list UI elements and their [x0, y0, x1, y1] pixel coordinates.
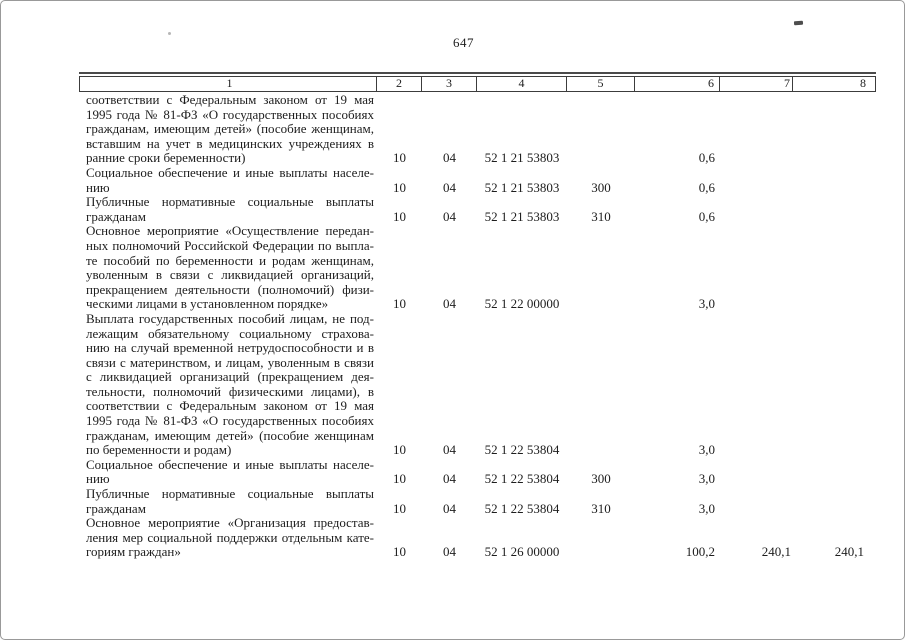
name-line: Основное мероприятие «Организация предостав-: [86, 515, 374, 531]
row-cell-c4: 52 1 21 53803: [484, 208, 560, 224]
row-cell-c2: 10: [393, 150, 406, 166]
name-line: нию: [86, 179, 110, 195]
table-header-cell-6: 6: [635, 77, 720, 91]
name-line: уволенным в связи с ликвидацией организаций,: [86, 267, 374, 283]
row-cell-c4: 52 1 21 53803: [484, 179, 560, 195]
scan-smudge-artifact: [794, 21, 803, 26]
row-name-cell: [80, 93, 377, 166]
name-line: ления мер социальной поддержки отдельным кате-: [86, 529, 374, 545]
table-row: [80, 195, 875, 224]
table-row: [80, 458, 875, 487]
row-name-cell: [80, 312, 377, 458]
row-cell-c3: 04: [443, 179, 456, 195]
name-line: 1995 года № 81-ФЗ «О государственных пособиях: [86, 106, 374, 122]
row-cell-c4: 52 1 22 53804: [484, 471, 560, 487]
row-cell-c6: 0,6: [698, 208, 715, 224]
row-cell-c2: 10: [393, 471, 406, 487]
table-header-row: [79, 76, 876, 92]
row-cell-c3: 04: [443, 442, 456, 458]
row-cell-c6: 3,0: [698, 442, 715, 458]
table-row: [80, 516, 875, 560]
row-name-cell: [80, 458, 377, 487]
row-cell-c6: 3,0: [698, 296, 715, 312]
table-row: [80, 166, 875, 195]
row-cell-c4: 52 1 22 00000: [484, 296, 560, 312]
name-line: Социальное обеспечение и иные выплаты населе-: [86, 164, 374, 180]
row-cell-c4: 52 1 26 00000: [484, 544, 560, 560]
row-cell-c5: 300: [591, 179, 611, 195]
name-line: тельности, полномочий физическими лицами), в: [86, 383, 374, 399]
row-cell-c2: 10: [393, 544, 406, 560]
table-header-cell-3: 3: [422, 77, 477, 91]
row-cell-c8: 240,1: [834, 544, 864, 560]
row-cell-c3: 04: [443, 296, 456, 312]
row-cell-c2: 10: [393, 442, 406, 458]
name-line: связи с материнством, и лицам, уволенным в связи: [86, 354, 374, 370]
name-line: Публичные нормативные социальные выплаты: [86, 194, 374, 210]
name-line: Публичные нормативные социальные выплаты: [86, 486, 374, 502]
row-name-cell: [80, 516, 377, 560]
row-name-cell: [80, 195, 377, 224]
row-cell-c5: 310: [591, 500, 611, 516]
row-cell-c3: 04: [443, 544, 456, 560]
name-line: гражданам, имеющим детей» (пособие женщинам,: [86, 121, 374, 137]
table-row: [80, 312, 875, 458]
row-cell-c7: 240,1: [761, 544, 791, 560]
name-line: ческими лицами в установленном порядке»: [86, 296, 329, 312]
name-line: прекращением деятельности (полномочий) физи-: [86, 281, 374, 297]
name-line: те пособий по беременности и родам женщинам,: [86, 252, 374, 268]
name-line: гориям граждан»: [86, 544, 181, 560]
name-line: вставшим на учет в медицинских учреждениях в: [86, 135, 374, 151]
table-header-cell-1: 1: [80, 77, 377, 91]
name-line: Социальное обеспечение и иные выплаты населе-: [86, 456, 374, 472]
name-line: ных полномочий Российской Федерации по выпла-: [86, 237, 374, 253]
table-row: [80, 93, 875, 166]
row-cell-c6: 0,6: [698, 179, 715, 195]
row-name-cell: [80, 166, 377, 195]
row-cell-c2: 10: [393, 500, 406, 516]
row-cell-c6: 3,0: [698, 471, 715, 487]
row-cell-c4: 52 1 22 53804: [484, 442, 560, 458]
row-cell-c6: 3,0: [698, 500, 715, 516]
name-line: гражданам: [86, 500, 146, 516]
name-line: по беременности и родам): [86, 442, 232, 458]
table-header-cell-2: 2: [377, 77, 422, 91]
name-line: соответствии с Федеральным законом от 19 мая: [86, 92, 374, 107]
row-cell-c3: 04: [443, 500, 456, 516]
table-header-cell-8: 8: [860, 76, 866, 90]
table-row: [80, 224, 875, 312]
name-line: Основное мероприятие «Осуществление передан-: [86, 223, 374, 239]
row-cell-c5: 300: [591, 471, 611, 487]
name-line: соответствии с Федеральным законом от 19 мая: [86, 398, 374, 414]
name-line: гражданам, имеющим детей» (пособие женщинам: [86, 427, 374, 443]
table-header-cell-5: 5: [567, 77, 635, 91]
scan-speck-artifact: [168, 32, 171, 35]
row-cell-c3: 04: [443, 208, 456, 224]
table-body: [80, 93, 875, 560]
table-header-cell-7: 7: [720, 77, 793, 91]
table-row: [80, 487, 875, 516]
row-cell-c2: 10: [393, 179, 406, 195]
table-top-rule: [79, 72, 876, 74]
row-cell-c3: 04: [443, 471, 456, 487]
row-cell-c4: 52 1 22 53804: [484, 500, 560, 516]
name-line: гражданам: [86, 208, 146, 224]
row-name-cell: [80, 487, 377, 516]
row-cell-c5: 310: [591, 208, 611, 224]
name-line: Выплата государственных пособий лицам, не под-: [86, 310, 374, 326]
row-name-cell: [80, 224, 377, 312]
table-header-cell-4: 4: [477, 77, 567, 91]
row-cell-c6: 100,2: [685, 544, 715, 560]
row-cell-c6: 0,6: [698, 150, 715, 166]
page-number: 647: [453, 35, 474, 50]
name-line: ранние сроки беременности): [86, 150, 246, 166]
row-cell-c3: 04: [443, 150, 456, 166]
name-line: лежащим обязательному социальному страхова-: [86, 325, 374, 341]
name-line: с ликвидацией организаций (прекращением дея-: [86, 369, 374, 385]
row-cell-c2: 10: [393, 208, 406, 224]
name-line: нию на случай временной нетрудоспособности и в: [86, 340, 374, 356]
name-line: 1995 года № 81-ФЗ «О государственных пособиях: [86, 413, 374, 429]
row-cell-c2: 10: [393, 296, 406, 312]
row-cell-c4: 52 1 21 53803: [484, 150, 560, 166]
name-line: нию: [86, 471, 110, 487]
